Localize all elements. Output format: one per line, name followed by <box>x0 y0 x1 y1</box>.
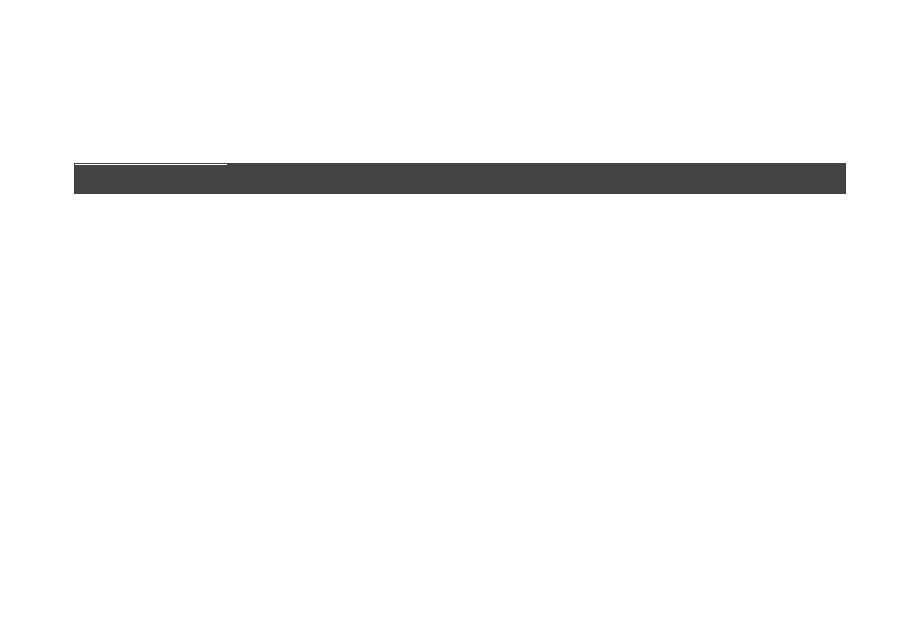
table-cell <box>700 193 736 194</box>
table-cell <box>627 193 663 194</box>
table-cell <box>337 193 373 194</box>
table-cell <box>373 193 409 194</box>
table-cell <box>664 193 700 194</box>
table-cell <box>446 193 482 194</box>
table-cell <box>773 193 809 194</box>
table-cell <box>228 193 264 194</box>
table-cell <box>300 193 336 194</box>
table-cell <box>518 193 554 194</box>
table-cell <box>264 193 300 194</box>
table-cell <box>809 193 845 194</box>
forecast-table <box>74 163 846 194</box>
table-cell <box>555 193 591 194</box>
table-cell <box>482 193 518 194</box>
table-cell <box>736 193 772 194</box>
table-cell <box>591 193 627 194</box>
table-body <box>75 167 846 194</box>
table-cell <box>409 193 445 194</box>
table-row <box>75 193 846 194</box>
indicator-name <box>75 193 228 194</box>
